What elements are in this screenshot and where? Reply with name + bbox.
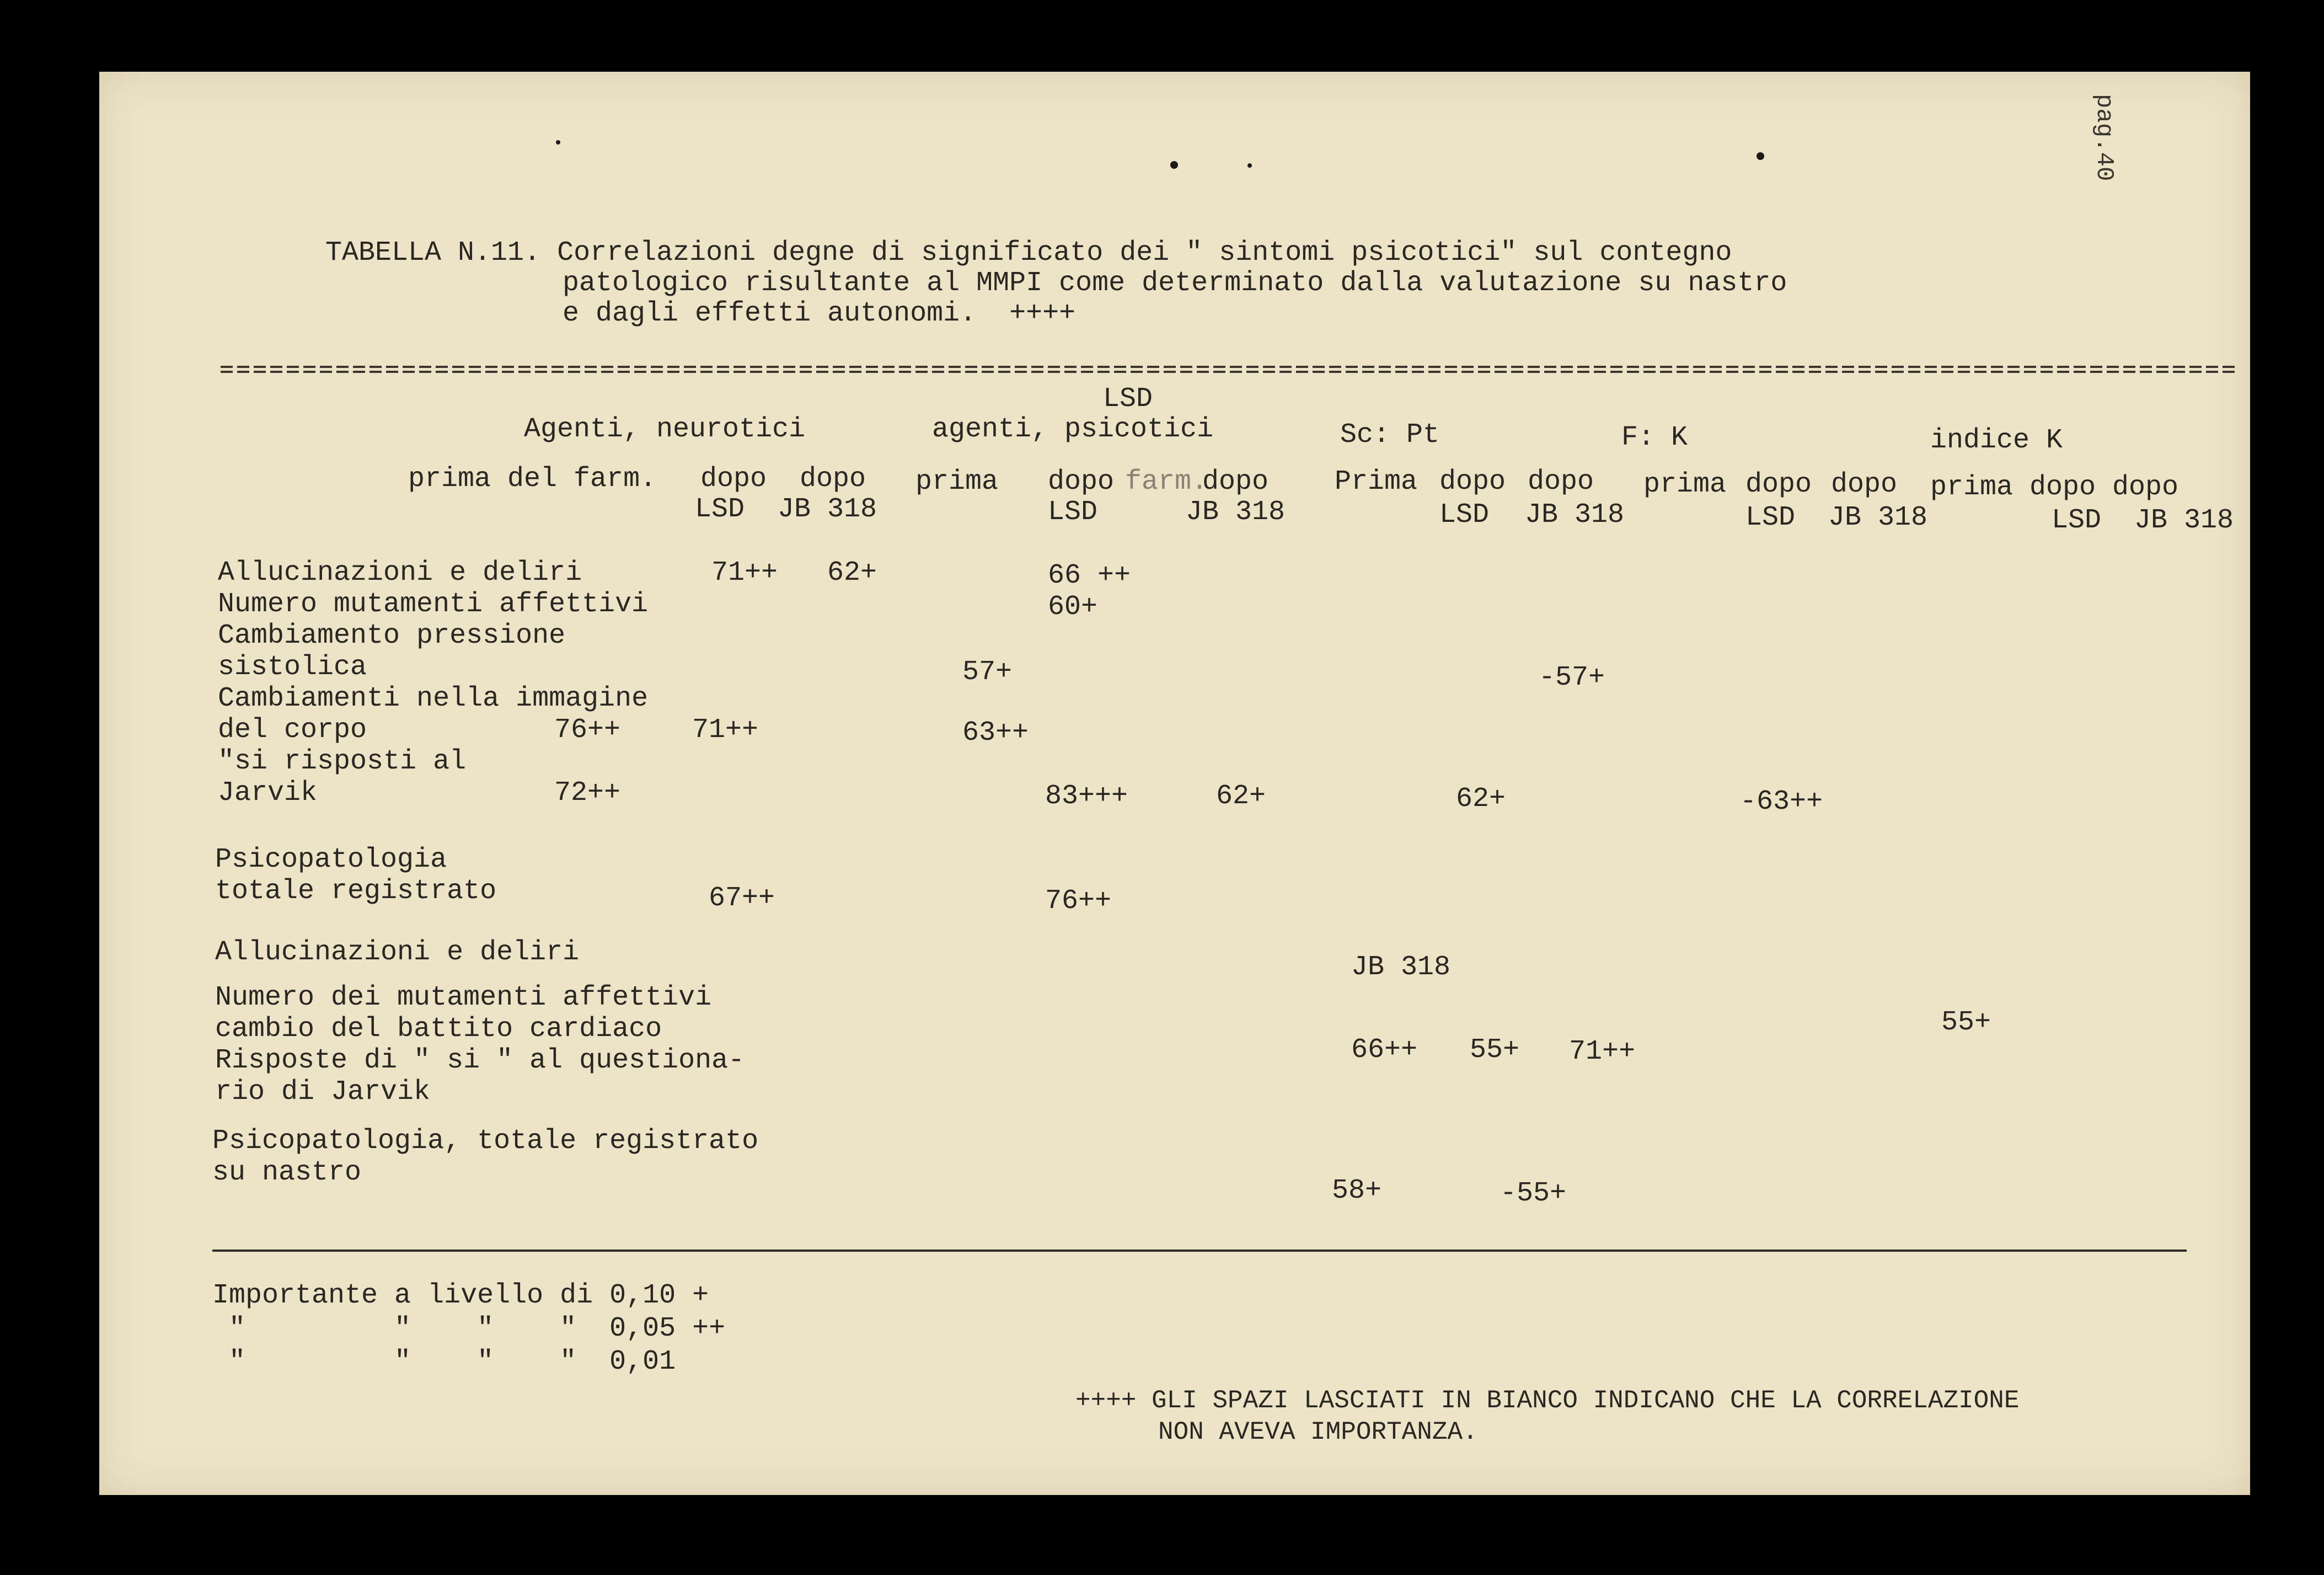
row-label: Numero dei mutamenti affettivi	[215, 982, 712, 1013]
sub-dopo: dopo	[2112, 472, 2179, 503]
punch-hole	[1247, 163, 1252, 168]
row-label: su nastro	[212, 1157, 362, 1188]
sub-lsd: LSD	[695, 494, 745, 525]
cell-value: -63++	[1740, 786, 1823, 818]
sub-jb318: JB 318	[778, 494, 877, 525]
cell-value: 55+	[1941, 1007, 1991, 1038]
row-label: Psicopatologia	[215, 844, 447, 875]
cell-value: JB 318	[1351, 952, 1451, 983]
row-label: Cambiamenti nella immagine	[218, 683, 649, 714]
header-agenti-neurotici: Agenti, neurotici	[524, 414, 806, 445]
cell-value: 60+	[1048, 591, 1098, 623]
sub-prima: prima	[1643, 469, 1727, 500]
sub-jb318: JB 318	[1828, 502, 1928, 533]
cell-value: 67++	[709, 883, 775, 914]
cell-value: 72++	[554, 777, 621, 809]
cell-value: 62+	[1456, 783, 1506, 815]
sub-prima: Prima	[1335, 466, 1418, 498]
cell-value: 62+	[1216, 781, 1266, 812]
row-label: Psicopatologia, totale registrato	[212, 1125, 759, 1157]
sub-dopo: dopo	[2030, 472, 2096, 503]
row-label: Risposte di " si " al questiona-	[215, 1045, 745, 1076]
cell-value: 57+	[962, 656, 1013, 688]
cell-value: 63++	[962, 717, 1029, 749]
sub-dopo: dopo	[1439, 466, 1506, 498]
cell-value: 62+	[827, 557, 877, 589]
footnote-line-2: NON AVEVA IMPORTANZA.	[1158, 1418, 1478, 1446]
sub-prima: prima	[915, 466, 999, 498]
table-title-line-2: patologico risultante al MMPI come determinato dalla valutazione su nastro	[563, 268, 1787, 299]
table-bottom-rule	[212, 1250, 2187, 1252]
cell-value: 66++	[1351, 1034, 1418, 1066]
sub-dopo: dopo	[1528, 466, 1594, 498]
row-label: Jarvik	[218, 777, 318, 809]
row-label: Allucinazioni e deliri	[215, 937, 580, 968]
sub-prima: prima	[1930, 472, 2014, 503]
sub-dopo: dopo	[1831, 469, 1898, 500]
cell-value: 66 ++	[1048, 560, 1131, 591]
row-label: del corpo	[218, 714, 367, 746]
punch-hole	[556, 140, 560, 145]
table-title-line-1: TABELLA N.11. Correlazioni degne di significato dei " sintomi psicotici" sul contegno	[325, 237, 1732, 269]
row-label: Cambiamento pressione	[218, 620, 566, 652]
table-title-line-3: e dagli effetti autonomi. ++++	[563, 298, 1076, 329]
sub-jb318: JB 318	[1525, 499, 1625, 531]
cell-value: -57+	[1539, 662, 1605, 693]
row-label: Allucinazioni e deliri	[218, 557, 582, 589]
header-lsd: LSD	[1103, 383, 1153, 415]
cell-value: 71++	[711, 557, 778, 589]
legend-line-1: Importante a livello di 0,10 +	[212, 1280, 709, 1311]
sub-jb318: JB 318	[1186, 496, 1286, 528]
document-page	[99, 72, 2250, 1495]
footnote-line-1: ++++ GLI SPAZI LASCIATI IN BIANCO INDICANO CHE LA CORRELAZIONE	[1075, 1386, 2020, 1415]
row-label: rio di Jarvik	[215, 1076, 431, 1108]
row-label: totale registrato	[215, 875, 497, 907]
cell-value: 55+	[1470, 1034, 1520, 1066]
sub-dopo: dopo	[1048, 466, 1115, 498]
sub-jb318: JB 318	[2134, 505, 2234, 536]
sub-dopo: dopo	[700, 463, 767, 495]
header-f-k: F: K	[1621, 422, 1688, 453]
row-label: "si risposti al	[218, 746, 467, 777]
sub-lsd: LSD	[2052, 505, 2102, 536]
legend-line-2: " " " " 0,05 ++	[212, 1313, 726, 1344]
header-indice-k: indice K	[1930, 425, 2063, 456]
double-rule	[221, 364, 2239, 375]
sub-dopo: dopo	[800, 463, 866, 495]
sub-prima-del-farm: prima del farm.	[408, 463, 657, 495]
legend-line-3: " " " " 0,01	[212, 1346, 676, 1378]
cell-value: 71++	[692, 714, 759, 746]
row-label: cambio del battito cardiaco	[215, 1013, 662, 1045]
header-sc-pt: Sc: Pt	[1340, 419, 1440, 451]
row-label: Numero mutamenti affettivi	[218, 589, 649, 620]
punch-hole	[1757, 152, 1764, 160]
cell-value: 71++	[1569, 1036, 1636, 1067]
header-agenti-psicotici: agenti, psicotici	[932, 414, 1214, 445]
sub-lsd: LSD	[1048, 496, 1098, 528]
sub-farm-fragment: farm.	[1125, 466, 1208, 498]
sub-dopo: dopo	[1202, 466, 1269, 498]
row-label: sistolica	[218, 652, 367, 683]
punch-hole	[1170, 161, 1178, 169]
cell-value: 58+	[1332, 1175, 1382, 1206]
sub-lsd: LSD	[1439, 499, 1490, 531]
sub-dopo: dopo	[1745, 469, 1812, 500]
cell-value: 83+++	[1045, 781, 1128, 812]
sub-lsd: LSD	[1745, 502, 1796, 533]
page-number: pag.40	[2090, 94, 2118, 181]
cell-value: 76++	[1045, 885, 1112, 917]
cell-value: 76++	[554, 714, 621, 746]
cell-value: -55+	[1500, 1178, 1567, 1209]
